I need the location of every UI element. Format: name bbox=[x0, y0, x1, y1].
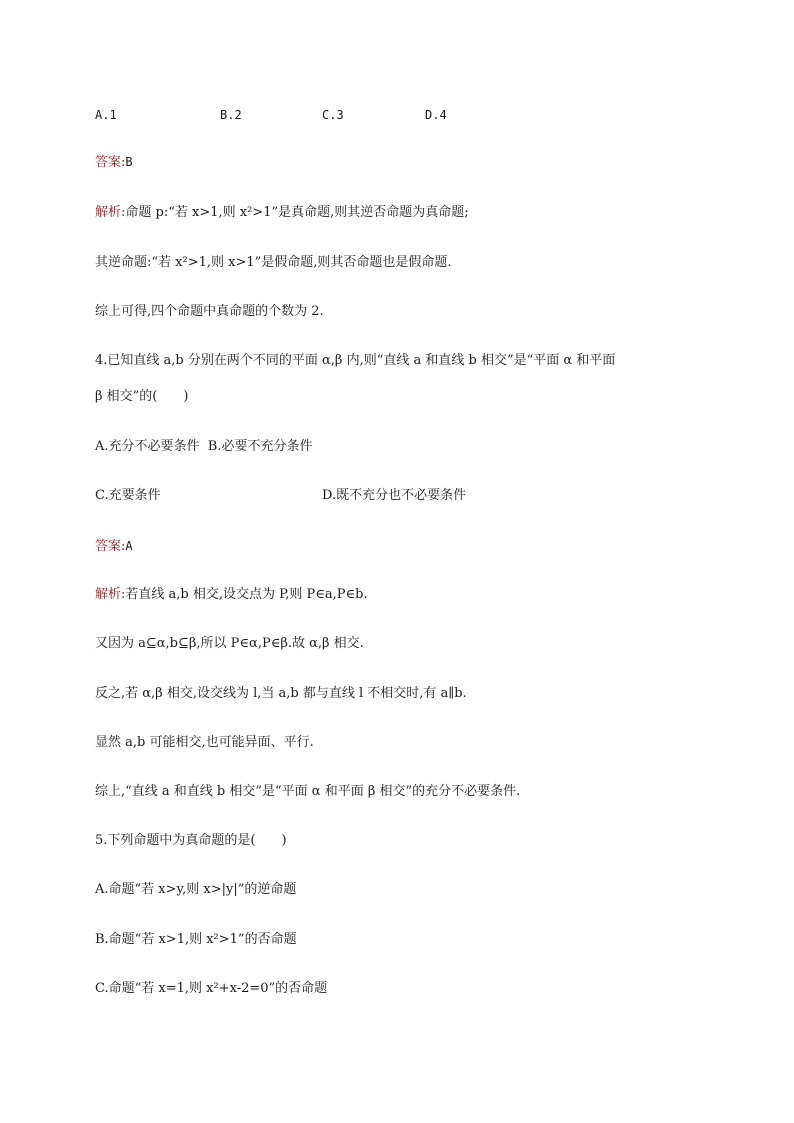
q3-option-b: B.2 bbox=[220, 108, 242, 122]
q3-option-a: A.1 bbox=[95, 108, 117, 122]
q4-analysis-line-1 bbox=[95, 586, 368, 604]
q3-option-d: D.4 bbox=[425, 108, 447, 122]
q4-option-a: A.充分不必要条件 bbox=[95, 439, 200, 454]
q3-analysis-line-1 bbox=[95, 204, 469, 222]
q4-option-d: D.既不充分也不必要条件 bbox=[322, 488, 467, 503]
q3-analysis-line-3: 综上可得,四个命题中真命题的个数为 2. bbox=[95, 304, 324, 319]
q4-analysis-text-1: 若直线 a,b 相交,设交点为 P,则 P∈a,P∈b. bbox=[125, 587, 368, 602]
q4-analysis-line-4: 显然 a,b 可能相交,也可能异面、平行. bbox=[95, 735, 314, 750]
q3-analysis-line-2: 其逆命题:“若 x²>1,则 x>1”是假命题,则其否命题也是假命题. bbox=[95, 255, 452, 270]
q4-answer-label: 答案: bbox=[95, 539, 126, 554]
q4-answer-value: A bbox=[125, 539, 133, 553]
q4-analysis-label: 解析: bbox=[95, 587, 126, 602]
q4-option-b: B.必要不充分条件 bbox=[207, 439, 313, 454]
q4-stem-line-1: 4.已知直线 a,b 分别在两个不同的平面 α,β 内,则“直线 a 和直线 b 相交”是“平面 α 和平面 bbox=[95, 353, 616, 368]
q5-option-a: A.命题“若 x>y,则 x>|y|”的逆命题 bbox=[95, 882, 297, 897]
q4-analysis-line-5: 综上,“直线 a 和直线 b 相交”是“平面 α 和平面 β 相交”的充分不必要条件. bbox=[95, 784, 521, 799]
q3-option-c: C.3 bbox=[322, 108, 344, 122]
q5-option-c: C.命题“若 x=1,则 x²+x-2=0”的否命题 bbox=[95, 981, 328, 996]
q4-stem-line-2: β 相交”的( ) bbox=[95, 389, 189, 404]
q3-answer bbox=[95, 153, 133, 172]
q3-analysis-label: 解析: bbox=[95, 205, 126, 220]
q3-analysis-text-1: 命题 p:“若 x>1,则 x²>1”是真命题,则其逆否命题为真命题; bbox=[125, 205, 469, 220]
q4-analysis-line-3: 反之,若 α,β 相交,设交线为 l,当 a,b 都与直线 l 不相交时,有 a∥b. bbox=[95, 686, 467, 701]
q5-option-b: B.命题“若 x>1,则 x²>1”的否命题 bbox=[95, 932, 297, 947]
q3-answer-value: B bbox=[125, 155, 133, 169]
q5-stem: 5.下列命题中为真命题的是( ) bbox=[95, 833, 287, 848]
q3-answer-label: 答案: bbox=[95, 155, 126, 170]
q4-option-c: C.充要条件 bbox=[95, 488, 161, 503]
q4-options-ab bbox=[95, 438, 312, 456]
q4-answer bbox=[95, 537, 133, 556]
q4-analysis-line-2: 又因为 a⊆α,b⊆β,所以 P∈α,P∈β.故 α,β 相交. bbox=[95, 636, 364, 651]
